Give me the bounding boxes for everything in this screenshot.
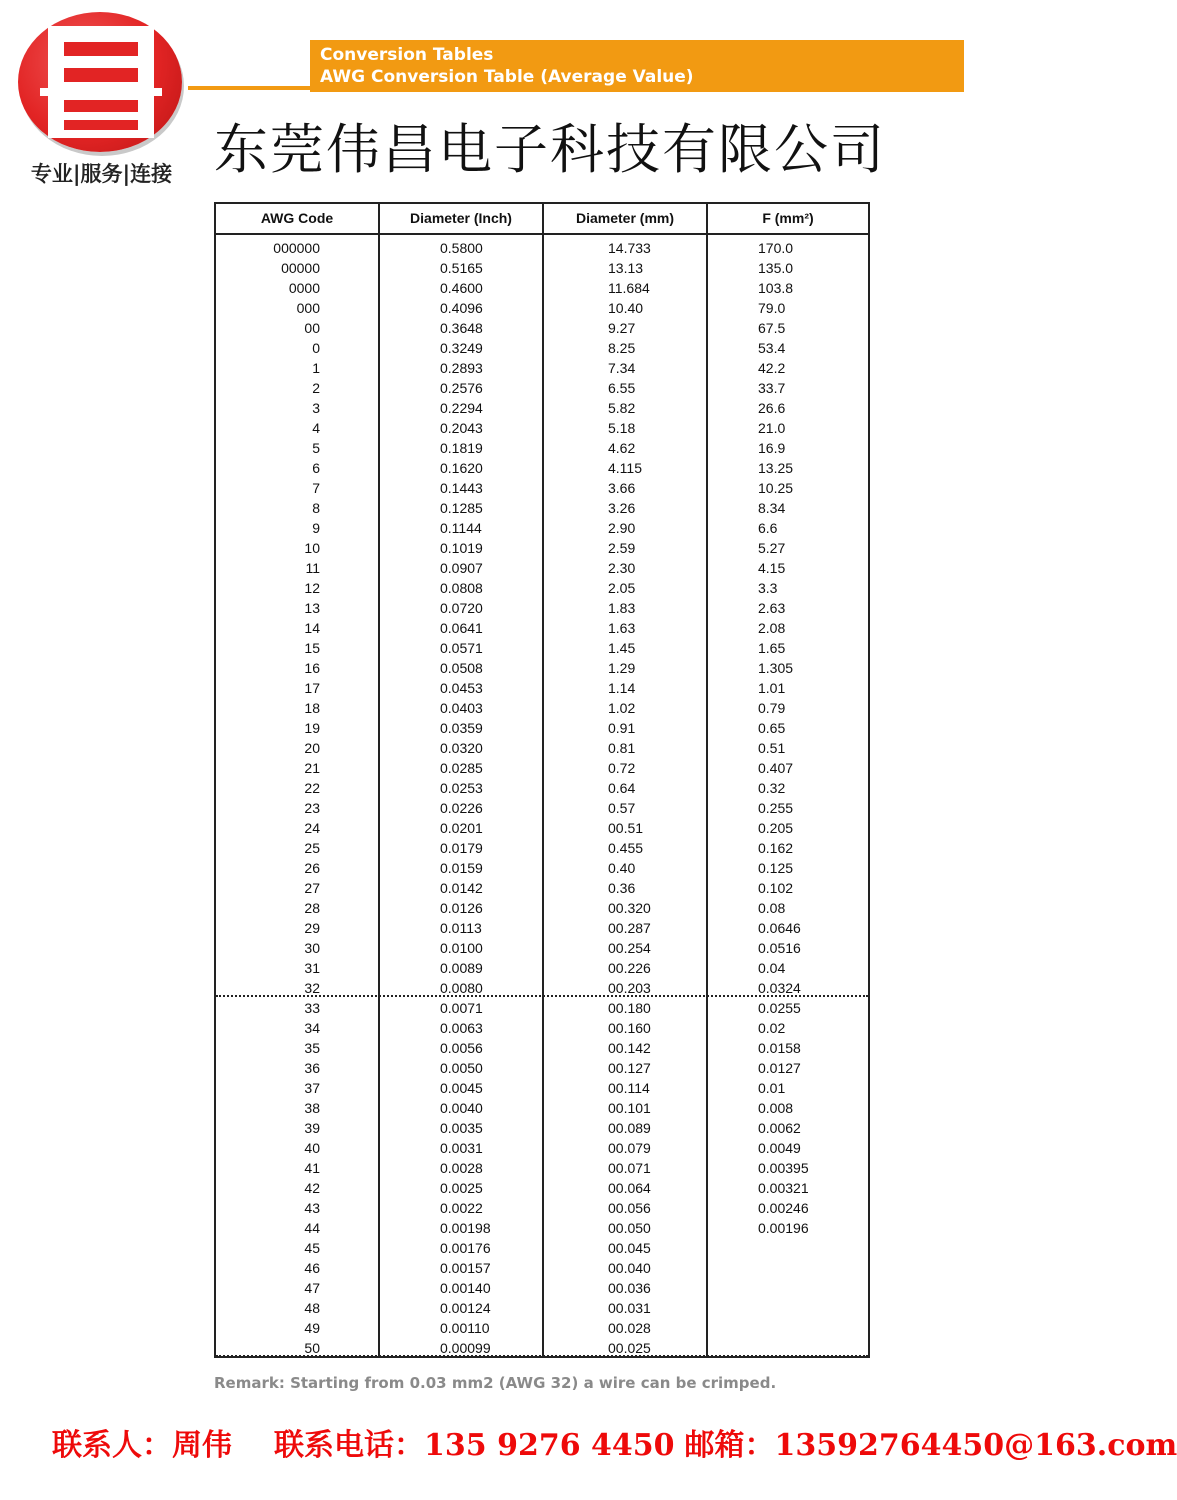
cell-diameter-inch: 0.0113	[440, 920, 482, 936]
cell-awg-code: 29	[304, 920, 320, 936]
table-row	[216, 1218, 868, 1238]
table-row	[216, 718, 868, 738]
cell-area: 0.00246	[758, 1200, 809, 1216]
table-row	[216, 698, 868, 718]
cell-diameter-inch: 0.3648	[440, 320, 483, 336]
cell-diameter-inch: 0.1819	[440, 440, 483, 456]
cell-diameter-inch: 0.0022	[440, 1200, 483, 1216]
cell-awg-code: 2	[312, 380, 320, 396]
table-row	[216, 238, 868, 258]
cell-awg-code: 48	[304, 1300, 320, 1316]
cell-awg-code: 13	[304, 600, 320, 616]
cell-diameter-mm: 00.050	[608, 1220, 651, 1236]
cell-area: 0.162	[758, 840, 794, 856]
cell-awg-code: 16	[304, 660, 320, 676]
table-row	[216, 598, 868, 618]
cell-diameter-inch: 0.0100	[440, 940, 483, 956]
cell-area: 0.008	[758, 1100, 794, 1116]
cell-diameter-inch: 0.0253	[440, 780, 483, 796]
cell-diameter-inch: 0.00140	[440, 1280, 491, 1296]
cell-area: 0.0324	[758, 980, 801, 996]
cell-awg-code: 14	[304, 620, 320, 636]
cell-diameter-inch: 0.0359	[440, 720, 483, 736]
cell-area: 6.6	[758, 520, 778, 536]
cell-awg-code: 000	[296, 300, 320, 316]
cell-diameter-mm: 00.254	[608, 940, 651, 956]
table-row	[216, 1198, 868, 1218]
cell-awg-code: 0000	[288, 280, 320, 296]
cell-diameter-mm: 1.29	[608, 660, 636, 676]
cell-diameter-mm: 2.30	[608, 560, 636, 576]
cell-diameter-inch: 0.4096	[440, 300, 483, 316]
table-row	[216, 278, 868, 298]
cell-area: 135.0	[758, 260, 794, 276]
cell-diameter-inch: 0.3249	[440, 340, 483, 356]
cell-diameter-mm: 5.18	[608, 420, 636, 436]
cell-diameter-mm: 00.025	[608, 1340, 651, 1356]
cell-diameter-mm: 0.81	[608, 740, 636, 756]
cell-diameter-mm: 00.056	[608, 1200, 651, 1216]
cell-diameter-inch: 0.0453	[440, 680, 483, 696]
cell-diameter-inch: 0.0126	[440, 900, 483, 916]
cell-diameter-mm: 00.028	[608, 1320, 651, 1336]
cell-diameter-mm: 00.036	[608, 1280, 651, 1296]
cell-area: 2.08	[758, 620, 786, 636]
cell-area: 5.27	[758, 540, 786, 556]
cell-area: 170.0	[758, 240, 794, 256]
cell-area: 1.01	[758, 680, 786, 696]
cell-diameter-mm: 10.40	[608, 300, 644, 316]
cell-area: 8.34	[758, 500, 786, 516]
cell-awg-code: 12	[304, 580, 320, 596]
cell-diameter-mm: 00.142	[608, 1040, 651, 1056]
cell-awg-code: 17	[304, 680, 320, 696]
cell-awg-code: 1	[312, 360, 320, 376]
cell-area: 0.04	[758, 960, 786, 976]
cell-area: 0.79	[758, 700, 786, 716]
cell-diameter-inch: 0.0040	[440, 1100, 483, 1116]
table-row	[216, 958, 868, 978]
cell-diameter-mm: 0.36	[608, 880, 636, 896]
cell-area: 4.15	[758, 560, 786, 576]
cell-area: 1.65	[758, 640, 786, 656]
cell-area: 0.255	[758, 800, 794, 816]
cell-awg-code: 36	[304, 1060, 320, 1076]
cell-area: 16.9	[758, 440, 786, 456]
cell-awg-code: 50	[304, 1340, 320, 1356]
cell-diameter-mm: 2.05	[608, 580, 636, 596]
cell-awg-code: 33	[304, 1000, 320, 1016]
table-row	[216, 1278, 868, 1298]
cell-area: 42.2	[758, 360, 786, 376]
cell-area: 0.02	[758, 1020, 786, 1036]
table-row	[216, 1318, 868, 1338]
cell-area: 0.0158	[758, 1040, 801, 1056]
cell-diameter-inch: 0.0035	[440, 1120, 483, 1136]
cell-awg-code: 25	[304, 840, 320, 856]
table-row	[216, 1178, 868, 1198]
cell-area: 0.125	[758, 860, 794, 876]
cell-diameter-mm: 00.226	[608, 960, 651, 976]
cell-diameter-inch: 0.2893	[440, 360, 483, 376]
cell-diameter-inch: 0.5165	[440, 260, 483, 276]
cell-diameter-mm: 00.287	[608, 920, 651, 936]
cell-diameter-mm: 00.040	[608, 1260, 651, 1276]
table-row	[216, 618, 868, 638]
cell-diameter-inch: 0.00110	[440, 1320, 490, 1336]
table-row	[216, 998, 868, 1018]
cell-awg-code: 44	[304, 1220, 320, 1236]
cell-awg-code: 37	[304, 1080, 320, 1096]
cell-diameter-mm: 5.82	[608, 400, 636, 416]
cell-awg-code: 35	[304, 1040, 320, 1056]
cell-awg-code: 41	[304, 1160, 320, 1176]
cell-awg-code: 22	[304, 780, 320, 796]
header-divider	[216, 233, 868, 235]
table-row	[216, 458, 868, 478]
table-row	[216, 818, 868, 838]
cell-diameter-inch: 0.5800	[440, 240, 483, 256]
table-row	[216, 1018, 868, 1038]
table-row	[216, 338, 868, 358]
cell-diameter-inch: 0.0142	[440, 880, 483, 896]
header-awg-code: AWG Code	[260, 210, 334, 226]
cell-diameter-mm: 7.34	[608, 360, 636, 376]
table-row	[216, 398, 868, 418]
table-row	[216, 638, 868, 658]
cell-diameter-inch: 0.4600	[440, 280, 483, 296]
table-row	[216, 318, 868, 338]
cell-awg-code: 39	[304, 1120, 320, 1136]
cell-area: 26.6	[758, 400, 786, 416]
table-body	[216, 238, 868, 1358]
cell-awg-code: 8	[312, 500, 320, 516]
company-name: 东莞伟昌电子科技有限公司	[214, 118, 886, 181]
cell-diameter-mm: 9.27	[608, 320, 636, 336]
cell-awg-code: 00	[304, 320, 320, 336]
table-row	[216, 1058, 868, 1078]
cell-awg-code: 43	[304, 1200, 320, 1216]
table-row	[216, 258, 868, 278]
cell-area: 0.0646	[758, 920, 801, 936]
table-row	[216, 1038, 868, 1058]
table-row	[216, 418, 868, 438]
table-row	[216, 1118, 868, 1138]
cell-area: 0.08	[758, 900, 786, 916]
cell-diameter-inch: 0.0320	[440, 740, 483, 756]
cell-area: 53.4	[758, 340, 786, 356]
contact-line	[52, 1420, 1177, 1464]
cell-diameter-inch: 0.0720	[440, 600, 483, 616]
cell-diameter-inch: 0.00124	[440, 1300, 491, 1316]
table-row	[216, 918, 868, 938]
cell-area: 103.8	[758, 280, 794, 296]
cell-awg-code: 19	[304, 720, 320, 736]
cell-diameter-mm: 8.25	[608, 340, 636, 356]
table-row	[216, 658, 868, 678]
cell-awg-code: 23	[304, 800, 320, 816]
cell-awg-code: 11	[305, 560, 320, 576]
header-area: F (mm²)	[762, 210, 814, 226]
cell-diameter-inch: 0.00176	[440, 1240, 491, 1256]
cell-diameter-mm: 0.91	[608, 720, 636, 736]
remark-text: Remark: Starting from 0.03 mm2 (AWG 32) a wire can be crimped.	[214, 1374, 777, 1392]
table-row	[216, 518, 868, 538]
cell-diameter-mm: 2.90	[608, 520, 636, 536]
cell-area: 0.102	[758, 880, 794, 896]
cell-diameter-inch: 0.0403	[440, 700, 483, 716]
cell-diameter-inch: 0.0641	[440, 620, 483, 636]
cell-diameter-mm: 00.089	[608, 1120, 651, 1136]
cell-awg-code: 4	[312, 420, 320, 436]
cell-diameter-mm: 00.064	[608, 1180, 651, 1196]
cell-awg-code: 24	[304, 820, 320, 836]
cell-awg-code: 9	[312, 520, 320, 536]
cell-awg-code: 46	[304, 1260, 320, 1276]
cell-awg-code: 40	[304, 1140, 320, 1156]
table-row	[216, 298, 868, 318]
cell-diameter-inch: 0.0045	[440, 1080, 483, 1096]
table-row	[216, 1238, 868, 1258]
company-logo	[14, 12, 186, 192]
cell-diameter-mm: 1.45	[608, 640, 636, 656]
cell-awg-code: 7	[312, 480, 320, 496]
cell-diameter-inch: 0.0907	[440, 560, 483, 576]
table-row	[216, 438, 868, 458]
cell-diameter-inch: 0.1620	[440, 460, 483, 476]
table-row	[216, 1078, 868, 1098]
contact-email: 邮箱：13592764450@163.com	[684, 1428, 1177, 1463]
table-row	[216, 1138, 868, 1158]
cell-diameter-mm: 00.180	[608, 1000, 651, 1016]
header-banner	[310, 40, 964, 92]
cell-diameter-inch: 0.0050	[440, 1060, 483, 1076]
cell-diameter-inch: 0.0089	[440, 960, 483, 976]
cell-awg-code: 5	[312, 440, 320, 456]
cell-area: 21.0	[758, 420, 786, 436]
cell-diameter-inch: 0.2294	[440, 400, 483, 416]
cell-diameter-mm: 00.114	[608, 1080, 650, 1096]
cell-area: 0.0062	[758, 1120, 801, 1136]
cell-awg-code: 10	[304, 540, 320, 556]
cell-area: 67.5	[758, 320, 786, 336]
cell-diameter-mm: 00.160	[608, 1020, 651, 1036]
crimp-threshold-line	[216, 995, 868, 997]
cell-diameter-inch: 0.0063	[440, 1020, 483, 1036]
cell-diameter-inch: 0.0080	[440, 980, 483, 996]
cell-area: 0.00395	[758, 1160, 809, 1176]
table-row	[216, 898, 868, 918]
cell-awg-code: 42	[304, 1180, 320, 1196]
cell-awg-code: 21	[304, 760, 320, 776]
cell-area: 2.63	[758, 600, 786, 616]
cell-awg-code: 3	[312, 400, 320, 416]
cell-diameter-mm: 4.115	[608, 460, 642, 476]
cell-area: 0.00321	[758, 1180, 809, 1196]
table-row	[216, 1098, 868, 1118]
cell-area: 0.0127	[758, 1060, 801, 1076]
cell-awg-code: 0	[312, 340, 320, 356]
cell-diameter-inch: 0.0028	[440, 1160, 483, 1176]
table-row	[216, 538, 868, 558]
table-row	[216, 678, 868, 698]
table-row	[216, 738, 868, 758]
table-row	[216, 778, 868, 798]
logo-mark-icon	[40, 26, 162, 138]
header-subtitle: AWG Conversion Table (Average Value)	[320, 67, 694, 87]
cell-area: 0.407	[758, 760, 794, 776]
cell-awg-code: 6	[312, 460, 320, 476]
cell-awg-code: 27	[304, 880, 320, 896]
cell-diameter-inch: 0.0508	[440, 660, 483, 676]
cell-awg-code: 30	[304, 940, 320, 956]
cell-awg-code: 000000	[273, 240, 320, 256]
cell-awg-code: 32	[304, 980, 320, 996]
table-end-dotted-line	[216, 1355, 868, 1357]
cell-diameter-inch: 0.0056	[440, 1040, 483, 1056]
cell-diameter-mm: 1.63	[608, 620, 636, 636]
cell-diameter-inch: 0.0571	[440, 640, 483, 656]
cell-area: 79.0	[758, 300, 786, 316]
cell-diameter-inch: 0.2576	[440, 380, 483, 396]
table-row	[216, 1298, 868, 1318]
cell-diameter-mm: 00.045	[608, 1240, 651, 1256]
header-diameter-mm: Diameter (mm)	[575, 210, 675, 226]
cell-awg-code: 00000	[281, 260, 320, 276]
cell-area: 0.0516	[758, 940, 801, 956]
cell-diameter-mm: 00.127	[608, 1060, 651, 1076]
cell-diameter-inch: 0.0285	[440, 760, 483, 776]
cell-diameter-inch: 0.1144	[440, 520, 482, 536]
cell-awg-code: 38	[304, 1100, 320, 1116]
cell-diameter-mm: 0.72	[608, 760, 636, 776]
cell-diameter-inch: 0.0071	[440, 1000, 483, 1016]
cell-diameter-mm: 00.101	[608, 1100, 651, 1116]
cell-diameter-mm: 14.733	[608, 240, 651, 256]
cell-awg-code: 45	[304, 1240, 320, 1256]
cell-diameter-mm: 0.455	[608, 840, 644, 856]
cell-diameter-inch: 0.0025	[440, 1180, 483, 1196]
cell-awg-code: 31	[304, 960, 320, 976]
cell-diameter-inch: 0.00157	[440, 1260, 491, 1276]
cell-awg-code: 47	[304, 1280, 320, 1296]
cell-diameter-inch: 0.0808	[440, 580, 483, 596]
awg-conversion-table	[214, 202, 870, 1358]
table-row	[216, 838, 868, 858]
table-row	[216, 858, 868, 878]
table-row	[216, 558, 868, 578]
cell-diameter-mm: 4.62	[608, 440, 636, 456]
cell-diameter-mm: 00.031	[608, 1300, 651, 1316]
table-row	[216, 1258, 868, 1278]
cell-diameter-mm: 00.320	[608, 900, 651, 916]
cell-area: 13.25	[758, 460, 794, 476]
table-row	[216, 478, 868, 498]
cell-diameter-mm: 13.13	[608, 260, 644, 276]
cell-awg-code: 28	[304, 900, 320, 916]
table-row	[216, 798, 868, 818]
cell-diameter-inch: 0.0179	[440, 840, 483, 856]
cell-diameter-inch: 0.2043	[440, 420, 483, 436]
cell-area: 0.0049	[758, 1140, 801, 1156]
table-row	[216, 498, 868, 518]
cell-area: 33.7	[758, 380, 786, 396]
cell-area: 0.0255	[758, 1000, 801, 1016]
cell-diameter-mm: 1.02	[608, 700, 636, 716]
table-row	[216, 1158, 868, 1178]
contact-phone: 联系电话：135 9276 4450	[274, 1428, 675, 1463]
header-accent-line	[188, 86, 310, 90]
cell-diameter-mm: 6.55	[608, 380, 636, 396]
cell-diameter-mm: 1.14	[608, 680, 636, 696]
cell-area: 0.65	[758, 720, 786, 736]
cell-diameter-mm: 0.40	[608, 860, 636, 876]
cell-diameter-mm: 00.51	[608, 820, 644, 836]
cell-awg-code: 49	[304, 1320, 320, 1336]
cell-awg-code: 18	[304, 700, 320, 716]
cell-area: 0.00196	[758, 1220, 809, 1236]
cell-diameter-mm: 3.26	[608, 500, 636, 516]
cell-area: 0.01	[758, 1080, 786, 1096]
header-diameter-inch: Diameter (Inch)	[410, 210, 512, 226]
cell-diameter-mm: 11.684	[608, 280, 650, 296]
cell-diameter-inch: 0.00099	[440, 1340, 491, 1356]
cell-diameter-mm: 0.64	[608, 780, 636, 796]
cell-diameter-inch: 0.0159	[440, 860, 483, 876]
table-row	[216, 378, 868, 398]
table-row	[216, 938, 868, 958]
cell-awg-code: 20	[304, 740, 320, 756]
table-row	[216, 578, 868, 598]
cell-diameter-inch: 0.1019	[440, 540, 483, 556]
cell-diameter-mm: 0.57	[608, 800, 636, 816]
cell-diameter-mm: 3.66	[608, 480, 636, 496]
cell-diameter-mm: 1.83	[608, 600, 636, 616]
logo-slogan: 专业|服务|连接	[30, 162, 173, 186]
table-row	[216, 358, 868, 378]
table-row	[216, 758, 868, 778]
cell-diameter-inch: 0.0226	[440, 800, 483, 816]
cell-diameter-mm: 00.079	[608, 1140, 651, 1156]
cell-diameter-inch: 0.1285	[440, 500, 483, 516]
cell-diameter-inch: 0.1443	[440, 480, 483, 496]
cell-diameter-mm: 2.59	[608, 540, 636, 556]
cell-area: 0.205	[758, 820, 794, 836]
contact-person: 联系人：周伟	[52, 1428, 232, 1463]
cell-area: 0.32	[758, 780, 786, 796]
table-row	[216, 878, 868, 898]
cell-awg-code: 15	[304, 640, 320, 656]
cell-area: 10.25	[758, 480, 794, 496]
cell-diameter-inch: 0.0201	[440, 820, 483, 836]
cell-area: 1.305	[758, 660, 794, 676]
cell-diameter-mm: 00.203	[608, 980, 651, 996]
cell-diameter-inch: 0.0031	[440, 1140, 483, 1156]
header-title: Conversion Tables	[320, 45, 494, 65]
cell-awg-code: 26	[304, 860, 320, 876]
cell-diameter-mm: 00.071	[608, 1160, 651, 1176]
cell-area: 3.3	[758, 580, 778, 596]
cell-awg-code: 34	[304, 1020, 320, 1036]
cell-diameter-inch: 0.00198	[440, 1220, 491, 1236]
cell-area: 0.51	[758, 740, 786, 756]
